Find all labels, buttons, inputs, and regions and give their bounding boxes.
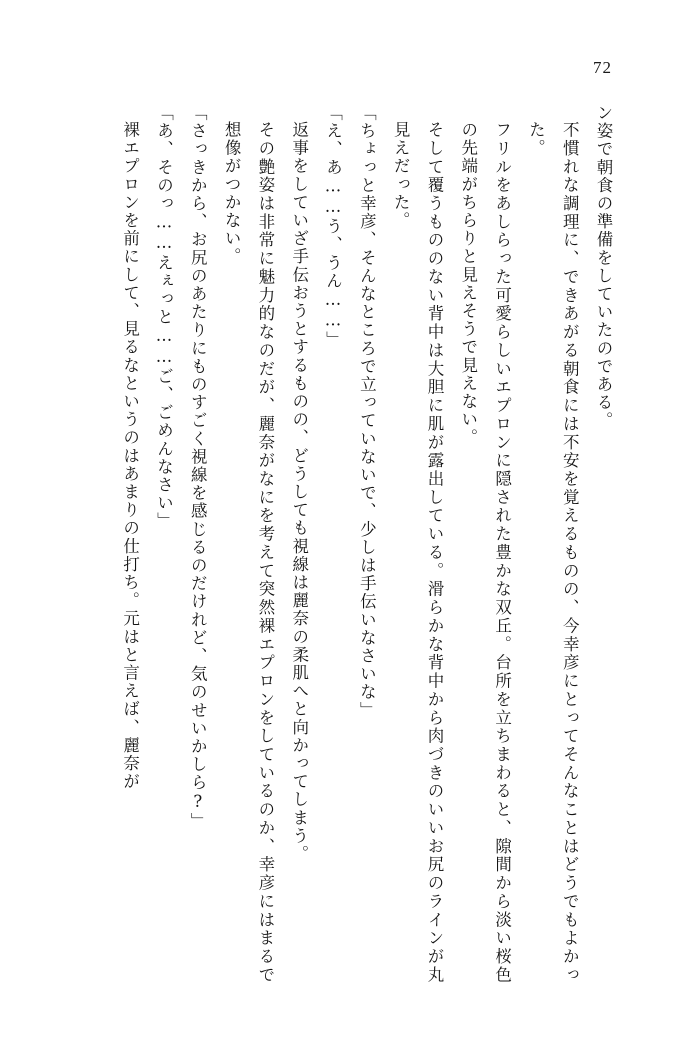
body-text-vertical — [56, 104, 620, 984]
paragraph: 返事をしていざ手伝おうとするものの、どうしても視線は麗奈の柔肌へと向かってしまう。 — [289, 121, 309, 864]
paragraph: そして覆うもののない背中は大胆に肌が露出している。滑らかな背中から肉づきのいいお尻のラインが丸見えだった。 — [391, 121, 444, 984]
dialogue-line: 「え、あ……う、うん……」 — [323, 104, 343, 350]
paragraph: ン姿で朝食の準備をしていたのである。 — [594, 104, 613, 430]
page-number: 72 — [593, 58, 612, 77]
paragraph: 不慣れな調理に、できあがる朝食には不安を覚えるものの、今幸彦にとってそんなことはどうでもよかった。 — [526, 121, 580, 984]
dialogue-line: 「あ、そのっ……えぇっと……ご、ごめんなさい」 — [154, 104, 174, 531]
paragraph: フリルをあしらった可愛らしいエプロンに隠された豊かな双丘。台所を立ちまわると、隙間から淡い桜色の先端がちらりと見えそうで見えない。 — [458, 121, 512, 984]
paragraph: 裸エプロンを前にして、見るなというのはあまりの仕打ち。元はと言えば、麗奈が — [120, 121, 140, 791]
paragraph: その艶姿は非常に魅力的なのだが、麗奈がなにを考えて突然裸エプロンをしているのか、幸彦にはまるで想像がつかない。 — [222, 121, 275, 984]
dialogue-line: 「ちょっと幸彦、そんなところで立っていないで、少しは手伝いなさいな」 — [357, 104, 377, 720]
dialogue-line: 「さっきから、お尻のあたりにものすごく視線を感じるのだけれど、気のせいかしら?」 — [188, 104, 208, 831]
